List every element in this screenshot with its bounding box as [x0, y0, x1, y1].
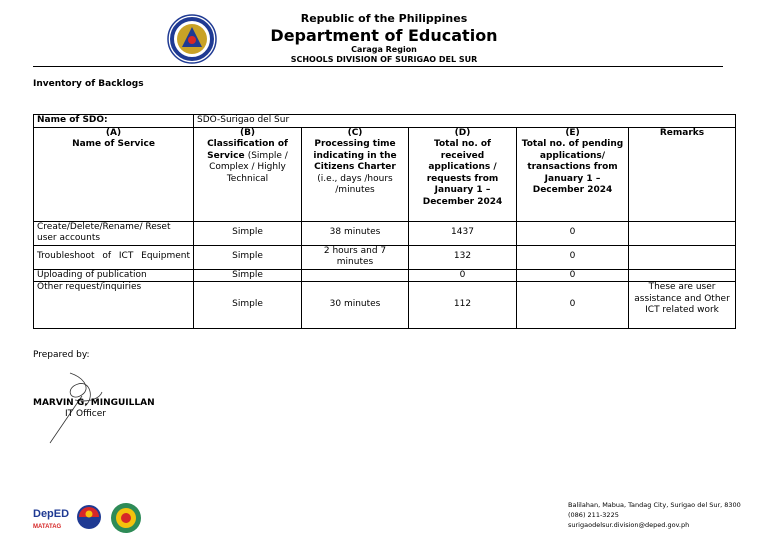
sdo-label: Name of SDO: — [34, 115, 194, 128]
service-pending: 0 — [517, 269, 629, 282]
signatory-position: IT Officer — [65, 409, 106, 419]
service-time: 38 minutes — [302, 221, 409, 245]
prepared-by-label: Prepared by: — [33, 350, 90, 360]
service-classification: Simple — [194, 269, 302, 282]
footer-address: Balilahan, Mabua, Tandag City, Surigao del Sur, 8300 — [568, 501, 741, 509]
service-received: 112 — [409, 282, 517, 329]
deped-logo-text: DepED — [33, 508, 70, 520]
sdo-value: SDO-Surigao del Sur — [194, 115, 736, 128]
col-b-letter: (B) — [239, 127, 256, 138]
col-f-title: Remarks — [659, 127, 705, 138]
header-division: SCHOOLS DIVISION OF SURIGAO DEL SUR — [290, 55, 478, 64]
table-row — [34, 245, 736, 269]
header-department: Department of Education — [270, 26, 498, 45]
col-d-header — [409, 127, 517, 221]
col-e-letter: (E) — [565, 127, 580, 138]
col-f-header — [629, 127, 736, 221]
table-header-row — [34, 127, 736, 221]
service-pending: 0 — [517, 282, 629, 329]
table-row — [34, 221, 736, 245]
service-received: 132 — [409, 245, 517, 269]
col-e-header — [517, 127, 629, 221]
bagong-pilipinas-logo-icon — [77, 505, 101, 529]
service-time: 2 hours and 7 minutes — [302, 245, 409, 269]
service-remarks — [629, 245, 736, 269]
service-remarks — [629, 269, 736, 282]
deped-seal-logo — [167, 14, 217, 64]
col-c-letter: (C) — [347, 127, 363, 138]
col-a-letter: (A) — [105, 127, 122, 138]
col-a-title: Name of Service — [72, 139, 155, 149]
matatag-logo-text: MATATAG — [33, 524, 62, 530]
header-rule — [33, 66, 723, 67]
service-classification: Simple — [194, 282, 302, 329]
service-name: Troubleshoot of ICT Equipment — [34, 245, 194, 269]
service-received: 0 — [409, 269, 517, 282]
service-time — [302, 269, 409, 282]
footer-email: surigaodelsur.division@deped.gov.ph — [568, 521, 690, 529]
col-c-header — [302, 127, 409, 221]
service-pending: 0 — [517, 221, 629, 245]
footer-phone: (086) 211-3225 — [568, 511, 619, 519]
col-b-header — [194, 127, 302, 221]
service-remarks: These are user assistance and Other ICT related work — [629, 282, 736, 329]
division-seal-icon — [111, 503, 141, 533]
col-a-header — [34, 127, 194, 221]
table-row — [34, 269, 736, 282]
service-pending: 0 — [517, 245, 629, 269]
col-e-title: Total no. of pending applications/ transactions from January 1 – December 2024 — [521, 139, 624, 195]
service-remarks — [629, 221, 736, 245]
document-title: Inventory of Backlogs — [33, 79, 144, 89]
col-b-note: (Simple / Complex / Highly Technical — [209, 150, 288, 184]
col-d-letter: (D) — [454, 127, 471, 138]
service-name: Uploading of publication — [34, 269, 194, 282]
service-classification: Simple — [194, 221, 302, 245]
service-classification: Simple — [194, 245, 302, 269]
header-region: Caraga Region — [351, 45, 417, 54]
table-row — [34, 282, 736, 329]
header-republic: Republic of the Philippines — [300, 12, 468, 25]
signatory-name: MARVIN G. MINGUILLAN — [33, 398, 155, 408]
col-d-title: Total no. of received applications / requests from January 1 – December 2024 — [422, 139, 503, 207]
footer-logos — [32, 500, 147, 540]
sdo-row — [34, 115, 736, 128]
service-name: Create/Delete/Rename/ Reset user accounts — [34, 221, 194, 245]
col-b-title: Classification of Service — [207, 139, 288, 161]
service-time: 30 minutes — [302, 282, 409, 329]
signature-mark — [40, 368, 115, 448]
col-c-title: Processing time indicating in the Citizens Charter — [313, 139, 397, 172]
service-received: 1437 — [409, 221, 517, 245]
service-name: Other request/inquiries — [34, 282, 194, 329]
col-c-note: (i.e., days /hours /minutes — [317, 173, 393, 195]
backlog-table — [33, 114, 736, 329]
